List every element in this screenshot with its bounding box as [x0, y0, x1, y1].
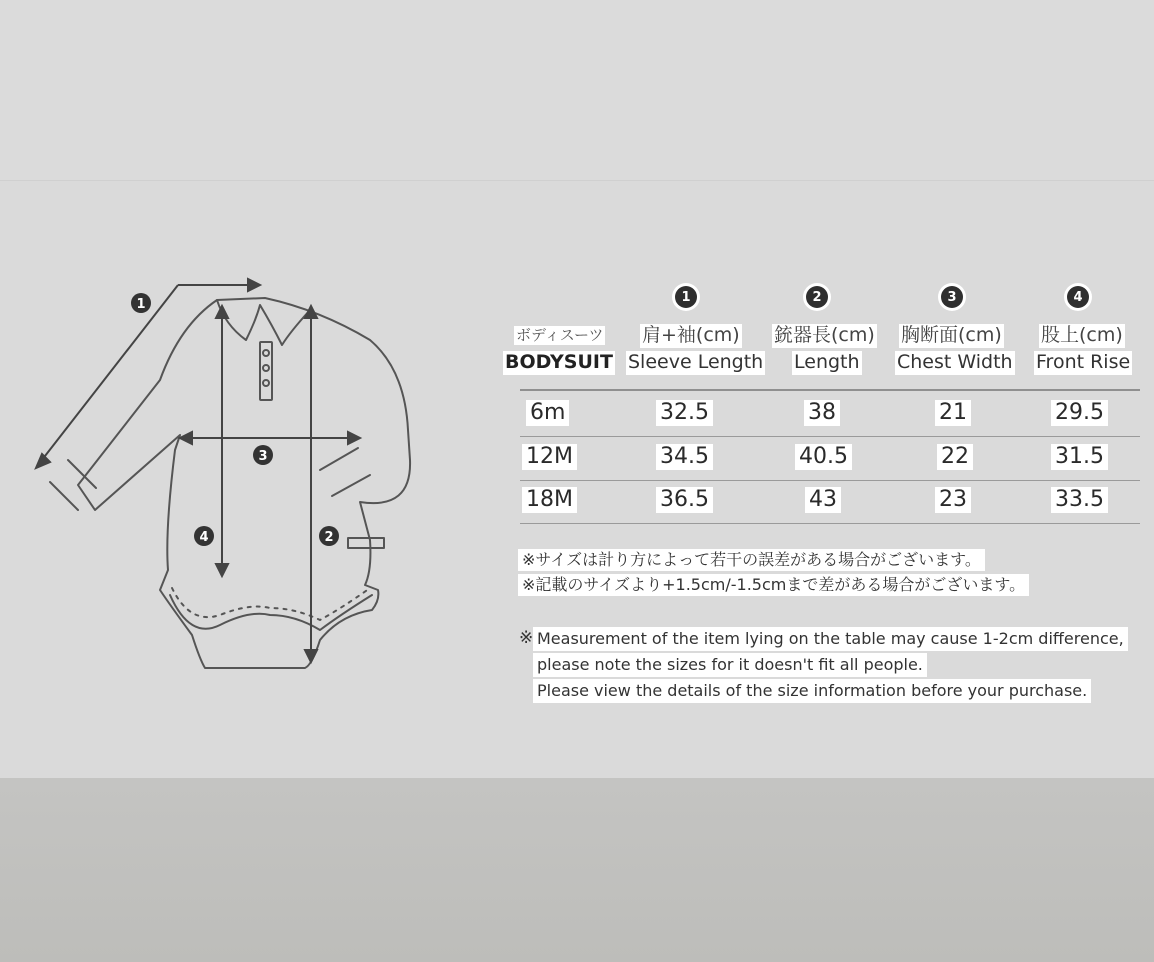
diagram-marker-1-text: 1: [136, 297, 146, 312]
row-12m-size: 12M: [522, 444, 577, 470]
arrow-2-head-b: [305, 650, 317, 662]
diagram-marker-2-text: 2: [324, 530, 334, 545]
col-4-en: Front Rise: [1036, 351, 1131, 373]
row-12m-chest: 22: [937, 444, 973, 470]
note-en-symbol: ※: [519, 628, 534, 648]
col-marker-1: 1: [675, 286, 697, 308]
right-cuff: [320, 448, 370, 496]
row-6m-sleeve: 32.5: [656, 400, 713, 426]
product-name-en: BODYSUIT: [505, 351, 613, 373]
row-6m-size: 6m: [526, 400, 569, 426]
row-18m-sleeve: 36.5: [656, 487, 713, 513]
button-2: [263, 365, 269, 371]
side-tag: [348, 538, 384, 548]
col-marker-4: 4: [1067, 286, 1089, 308]
arrow-3-head-b: [348, 432, 360, 444]
row-18m-rise: 33.5: [1051, 487, 1108, 513]
arrow-4-head-a: [216, 306, 228, 318]
arrow-4-head-b: [216, 564, 228, 576]
crotch-panel: [170, 595, 372, 630]
row-12m-sleeve: 34.5: [656, 444, 713, 470]
bottom-band: [0, 778, 1154, 962]
diagram-marker-4-text: 4: [199, 530, 209, 545]
row-12m-rise: 31.5: [1051, 444, 1108, 470]
table-header-rule: [520, 389, 1140, 391]
col-marker-3: 3: [941, 286, 963, 308]
arrow-1-head-b: [248, 279, 260, 291]
col-2-jp: 銃器長(cm): [774, 324, 875, 346]
note-en-2: please note the sizes for it doesn't fit all people.: [533, 653, 927, 677]
bodysuit-outline: [78, 298, 410, 668]
table-row-rule-1: [520, 436, 1140, 437]
row-18m-length: 43: [805, 487, 841, 513]
arrow-1-head-a: [36, 454, 50, 468]
row-18m-chest: 23: [935, 487, 971, 513]
row-12m-length: 40.5: [795, 444, 852, 470]
arrow-3-head-a: [180, 432, 192, 444]
top-band: [0, 0, 1154, 181]
table-row-rule-2: [520, 480, 1140, 481]
product-name-jp: ボディスーツ: [516, 326, 604, 344]
row-6m-chest: 21: [935, 400, 971, 426]
button-3: [263, 380, 269, 386]
row-6m-rise: 29.5: [1051, 400, 1108, 426]
col-2-en: Length: [794, 351, 860, 373]
note-jp-1: ※サイズは計り方によって若干の誤差がある場合がございます。: [518, 549, 985, 571]
note-en-1: Measurement of the item lying on the table may cause 1-2cm difference,: [533, 627, 1128, 651]
table-row-rule-3: [520, 523, 1140, 524]
row-6m-length: 38: [804, 400, 840, 426]
col-1-jp: 肩+袖(cm): [642, 324, 740, 346]
bodysuit-diagram: [20, 270, 430, 690]
note-en-3: Please view the details of the size information before your purchase.: [533, 679, 1091, 703]
col-marker-2: 2: [806, 286, 828, 308]
col-3-jp: 胸断面(cm): [901, 324, 1002, 346]
col-4-jp: 股上(cm): [1041, 324, 1123, 346]
diagram-marker-3-text: 3: [258, 449, 268, 464]
arrow-2-head-a: [305, 306, 317, 318]
col-1-en: Sleeve Length: [628, 351, 764, 373]
note-jp-2: ※記載のサイズより+1.5cm/-1.5cmまで差がある場合がございます。: [518, 574, 1029, 596]
button-1: [263, 350, 269, 356]
row-18m-size: 18M: [522, 487, 577, 513]
col-3-en: Chest Width: [897, 351, 1013, 373]
